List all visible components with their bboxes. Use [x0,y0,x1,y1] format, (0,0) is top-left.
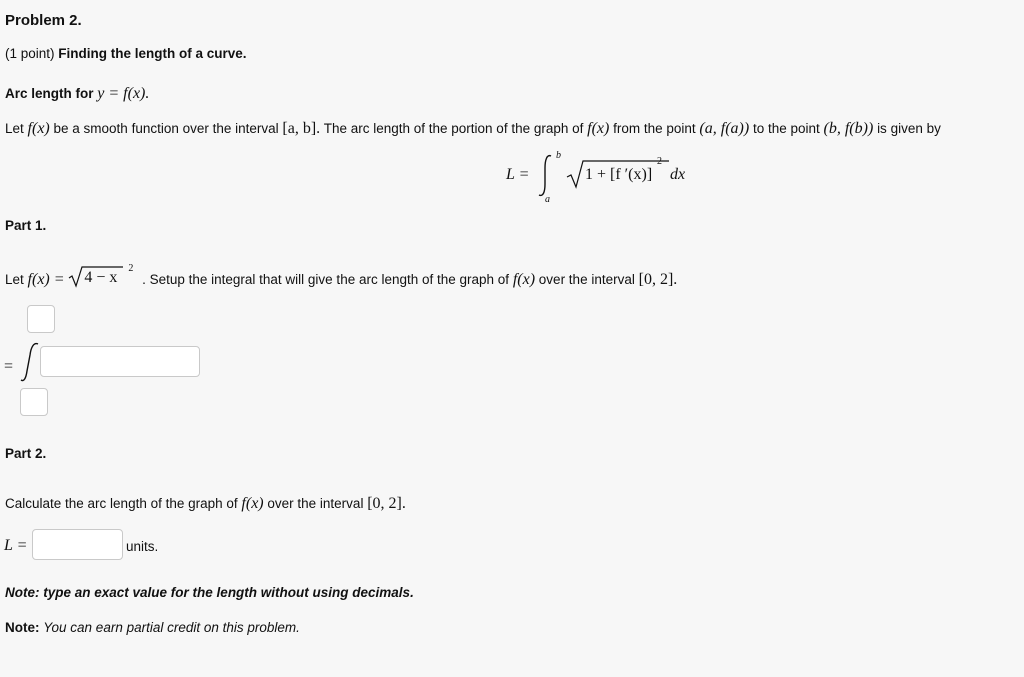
radicand: 4 − x [84,269,118,286]
intro-math: f(x) [27,120,50,137]
sqrt-expression [68,263,138,286]
arc-length-answer-input[interactable] [32,529,123,560]
answer-label: L = [4,537,28,554]
q-math: f(x) [512,271,536,288]
q-text: over the interval [538,272,635,287]
intro-text: be a smooth function over the interval [53,121,279,136]
intro-sentence [5,120,941,138]
problem-subtitle [5,46,247,61]
points-label: (1 point) [5,46,55,61]
integrand-input[interactable] [40,346,200,377]
q-math: [0, 2]. [367,495,406,512]
q-math: f(x) = [27,271,65,288]
dx: dx [670,166,686,183]
arc-length-heading [5,85,149,103]
subtitle-text: Finding the length of a curve. [58,46,247,61]
lower-limit: a [545,194,550,205]
note-exact-value: Note: type an exact value for the length without using decimals. [5,585,414,600]
intro-math: (a, f(a)) [699,120,750,137]
part2-question [5,495,406,513]
intro-text: is given by [877,121,941,136]
exponent: 2 [657,156,662,167]
note-partial-credit [5,620,300,635]
intro-text: from the point [613,121,696,136]
units-label: units. [126,539,159,554]
lower-limit-input[interactable] [20,388,48,416]
intro-text: The arc length of the portion of the graph of [323,121,584,136]
intro-math: [a, b]. [282,120,321,137]
radicand: 1 + [f ′(x)] [585,166,653,183]
intro-math: (b, f(b)) [823,120,874,137]
q-text: over the interval [267,496,364,511]
note-text: You can earn partial credit on this problem. [43,620,300,635]
part1-label: Part 1. [5,218,47,233]
q-text: Let [5,272,24,287]
heading-math: y = f(x). [97,85,150,102]
formula-lhs: L = [506,166,530,183]
exponent: 2 [128,263,134,274]
note-label: Note: [5,620,40,635]
integral-sign-icon [18,341,42,383]
upper-limit-input[interactable] [27,305,55,333]
part1-question [5,263,678,289]
q-text: . Setup the integral that will give the arc length of the graph of [142,272,510,287]
q-text: Calculate the arc length of the graph of [5,496,238,511]
q-math: f(x) [241,495,264,512]
equals-sign: = [4,358,14,375]
upper-limit: b [556,150,561,161]
problem-title: Problem 2. [5,12,82,29]
integral-sign-icon [534,152,558,200]
q-math: [0, 2]. [638,271,678,288]
intro-math: f(x) [587,120,610,137]
heading-text: Arc length for [5,86,94,101]
intro-text: to the point [752,121,820,136]
part2-label: Part 2. [5,446,47,461]
intro-text: Let [5,121,24,136]
